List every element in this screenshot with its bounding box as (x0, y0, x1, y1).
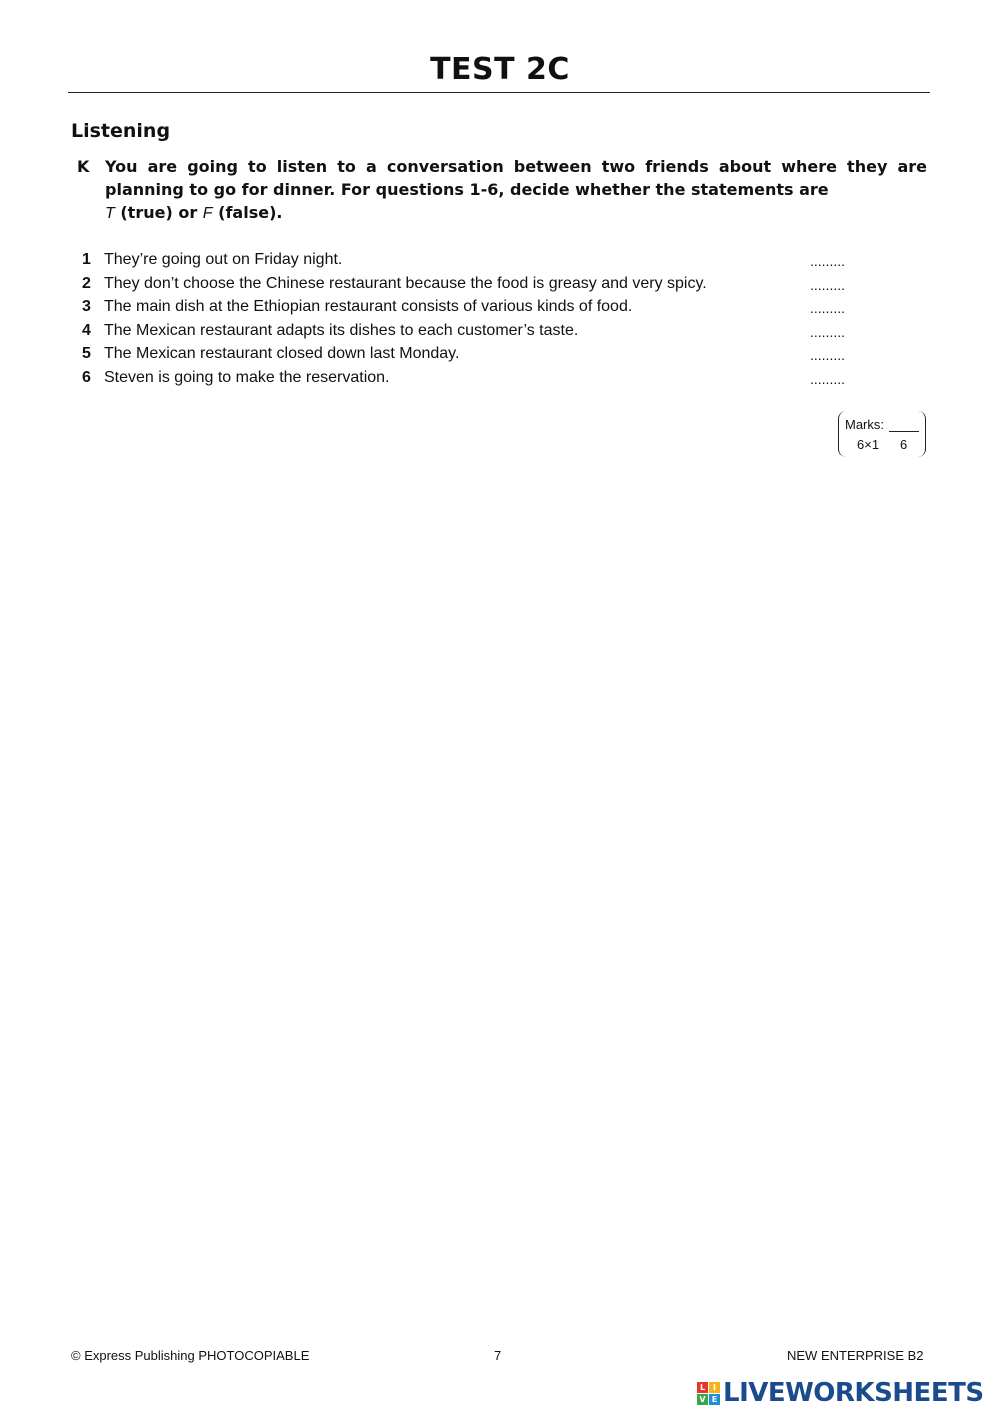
question-row (78, 319, 858, 343)
marks-total: 6 (900, 437, 908, 452)
question-number: 1 (82, 251, 91, 268)
section-heading: Listening (71, 120, 171, 142)
logo-letter-l: L (697, 1382, 708, 1393)
logo-letter-i: I (709, 1382, 720, 1393)
question-number: 4 (82, 321, 91, 339)
answer-blank[interactable]: ......... (810, 253, 846, 269)
question-row (78, 248, 858, 272)
question-text: Steven is going to make the reservation. (104, 368, 390, 386)
answer-blank[interactable]: ......... (810, 276, 846, 293)
logo-letter-e: E (709, 1394, 720, 1405)
question-number: 6 (82, 368, 91, 386)
marks-score-line (889, 431, 919, 432)
question-number: 2 (82, 274, 91, 292)
question-number: 3 (82, 298, 91, 315)
question-text: The Mexican restaurant closed down last Monday. (104, 345, 460, 362)
task-instruction (105, 155, 927, 225)
page-title: TEST 2C (430, 52, 570, 87)
false-letter: F (202, 205, 213, 222)
question-row (78, 342, 858, 366)
footer-book-title: NEW ENTERPRISE B2 (787, 1348, 924, 1363)
false-word: (false). (218, 203, 283, 222)
marks-bracket-right (918, 411, 926, 457)
question-text: They don’t choose the Chinese restaurant because the food is greasy and very spicy. (104, 274, 707, 292)
footer-copyright: © Express Publishing PHOTOCOPIABLE (71, 1348, 310, 1363)
question-text: They’re going out on Friday night. (104, 251, 343, 268)
task-letter: K (77, 157, 90, 176)
answer-blank[interactable]: ......... (810, 347, 846, 363)
liveworksheets-brand[interactable] (697, 1378, 984, 1408)
question-row (78, 295, 858, 319)
liveworksheets-logo-icon (697, 1382, 720, 1405)
question-row (78, 272, 858, 296)
true-word: (true) or (120, 203, 198, 222)
question-text: The Mexican restaurant adapts its dishes to each customer’s taste. (104, 321, 579, 339)
brand-name: LIVEWORKSHEETS (723, 1378, 984, 1408)
title-divider (68, 92, 930, 93)
marks-calculation: 6×1 (857, 437, 880, 452)
true-letter: T (105, 205, 115, 222)
answer-blank[interactable]: ......... (810, 300, 846, 316)
logo-letter-v: V (697, 1394, 708, 1405)
question-row (78, 366, 858, 390)
question-number: 5 (82, 345, 91, 362)
answer-blank[interactable]: ......... (810, 370, 846, 387)
marks-box (838, 411, 926, 457)
question-text: The main dish at the Ethiopian restaurant consists of various kinds of food. (104, 298, 633, 315)
footer-page-number: 7 (494, 1348, 502, 1363)
answer-blank[interactable]: ......... (810, 323, 846, 340)
question-list (78, 248, 858, 389)
marks-label: Marks: (845, 417, 884, 432)
task-instruction-main: You are going to listen to a conversation between two friends about where they are planning to go for dinner. For questions 1-6, decide whether the statements are (105, 157, 927, 199)
